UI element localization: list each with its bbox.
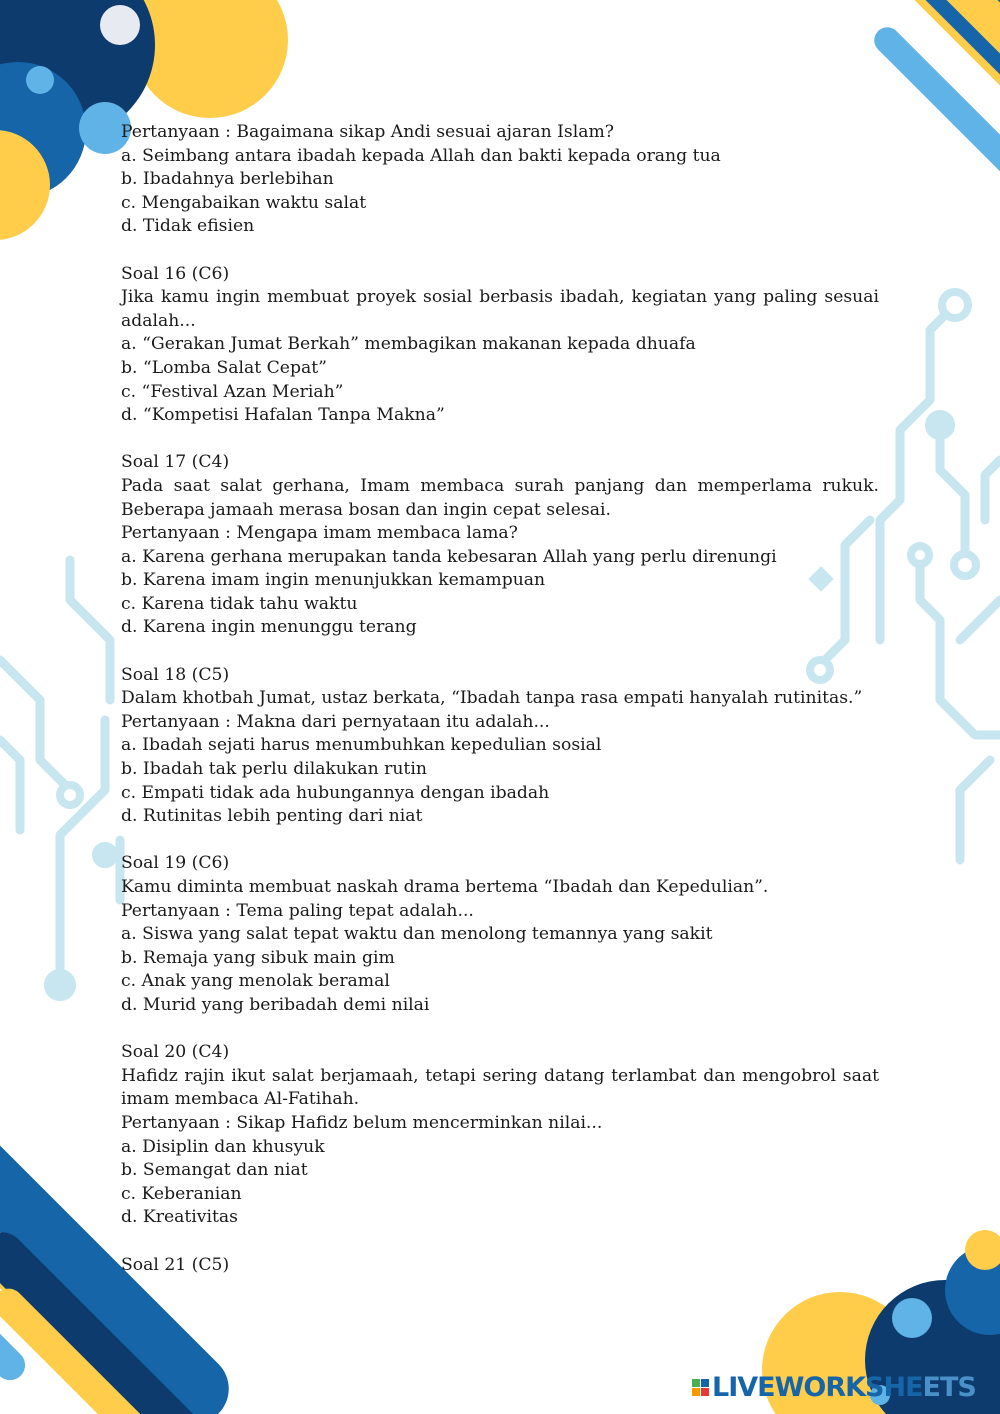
option-b: b. Remaja yang sibuk main gim — [121, 947, 395, 968]
option-b: b. Karena imam ingin menunjukkan kemampuan — [121, 570, 546, 591]
question-heading: Soal 17 (C4) — [121, 452, 230, 473]
option-c: c. Empati tidak ada hubungannya dengan ibadah — [121, 782, 550, 803]
question-text: Hafidz rajin ikut salat berjamaah, tetapi sering datang terlambat dan mengobrol saat imam membaca Al-Fatihah. — [121, 1065, 879, 1110]
question-line: Pertanyaan : Mengapa imam membaca lama? — [121, 523, 518, 544]
question-heading: Soal 20 (C4) — [121, 1042, 230, 1063]
brand-text-part2: ETS — [922, 1372, 976, 1403]
option-d: d. Karena ingin menunggu terang — [121, 617, 417, 638]
icon-square-l — [692, 1379, 700, 1387]
icon-square-i — [701, 1379, 709, 1387]
question-text: Pada saat salat gerhana, Imam membaca surah panjang dan memperlama rukuk. Beberapa jamaah merasa bosan dan ingin cepat selesai. — [121, 475, 879, 520]
worksheet-content — [121, 121, 879, 1277]
icon-square-e — [701, 1388, 709, 1396]
question-20 — [121, 1041, 879, 1230]
icon-square-v — [692, 1388, 700, 1396]
question-17 — [121, 451, 879, 640]
option-b: b. Semangat dan niat — [121, 1160, 308, 1181]
question-text: Dalam khotbah Jumat, ustaz berkata, “Ibadah tanpa rasa empati hanyalah rutinitas.” — [121, 688, 863, 709]
option-d: d. Kreativitas — [121, 1207, 238, 1228]
question-15-continuation — [121, 121, 879, 239]
question-text: Jika kamu ingin membuat proyek sosial berbasis ibadah, kegiatan yang paling sesuai adalah... — [121, 287, 879, 331]
option-c: c. “Festival Azan Meriah” — [121, 381, 344, 402]
option-b: b. “Lomba Salat Cepat” — [121, 357, 327, 378]
option-a: a. “Gerakan Jumat Berkah” membagikan makanan kepada dhuafa — [121, 334, 696, 355]
question-line: Pertanyaan : Sikap Hafidz belum mencerminkan nilai... — [121, 1112, 603, 1133]
option-c: c. Anak yang menolak beramal — [121, 971, 390, 992]
brand-text — [712, 1372, 976, 1403]
question-heading: Soal 21 (C5) — [121, 1254, 230, 1275]
option-b: b. Ibadah tak perlu dilakukan rutin — [121, 759, 427, 780]
option-a: a. Karena gerhana merupakan tanda kebesaran Allah yang perlu direnungi — [121, 546, 777, 567]
liveworksheets-logo — [692, 1372, 976, 1403]
question-heading: Soal 19 (C6) — [121, 853, 230, 874]
question-18 — [121, 664, 879, 829]
question-16 — [121, 263, 879, 428]
question-text: Kamu diminta membuat naskah drama bertema “Ibadah dan Kepedulian”. — [121, 877, 769, 897]
question-21 — [121, 1254, 879, 1278]
question-line: Pertanyaan : Makna dari pernyataan itu adalah... — [121, 711, 550, 732]
option-a: a. Ibadah sejati harus menumbuhkan kepedulian sosial — [121, 735, 602, 756]
option-d: d. Rutinitas lebih penting dari niat — [121, 806, 423, 827]
option-a: a. Seimbang antara ibadah kepada Allah dan bakti kepada orang tua — [121, 145, 721, 166]
option-c: c. Mengabaikan waktu salat — [121, 192, 367, 213]
option-d: d. Murid yang beribadah demi nilai — [121, 994, 430, 1015]
option-c: c. Karena tidak tahu waktu — [121, 593, 358, 614]
brand-text-part1: LIVEWORKSHE — [712, 1372, 923, 1403]
option-d: d. Tidak efisien — [121, 216, 255, 237]
question-heading: Soal 18 (C5) — [121, 664, 230, 685]
option-a: a. Siswa yang salat tepat waktu dan menolong temannya yang sakit — [121, 924, 713, 945]
question-line: Pertanyaan : Tema paling tepat adalah... — [121, 900, 474, 921]
option-d: d. “Kompetisi Hafalan Tanpa Makna” — [121, 405, 445, 426]
question-heading: Soal 16 (C6) — [121, 263, 230, 284]
option-c: c. Keberanian — [121, 1183, 242, 1204]
liveworksheets-icon — [692, 1379, 709, 1396]
option-a: a. Disiplin dan khusyuk — [121, 1136, 325, 1157]
question-19 — [121, 852, 879, 1017]
question-line: Pertanyaan : Bagaimana sikap Andi sesuai ajaran Islam? — [121, 122, 615, 142]
option-b: b. Ibadahnya berlebihan — [121, 169, 334, 190]
